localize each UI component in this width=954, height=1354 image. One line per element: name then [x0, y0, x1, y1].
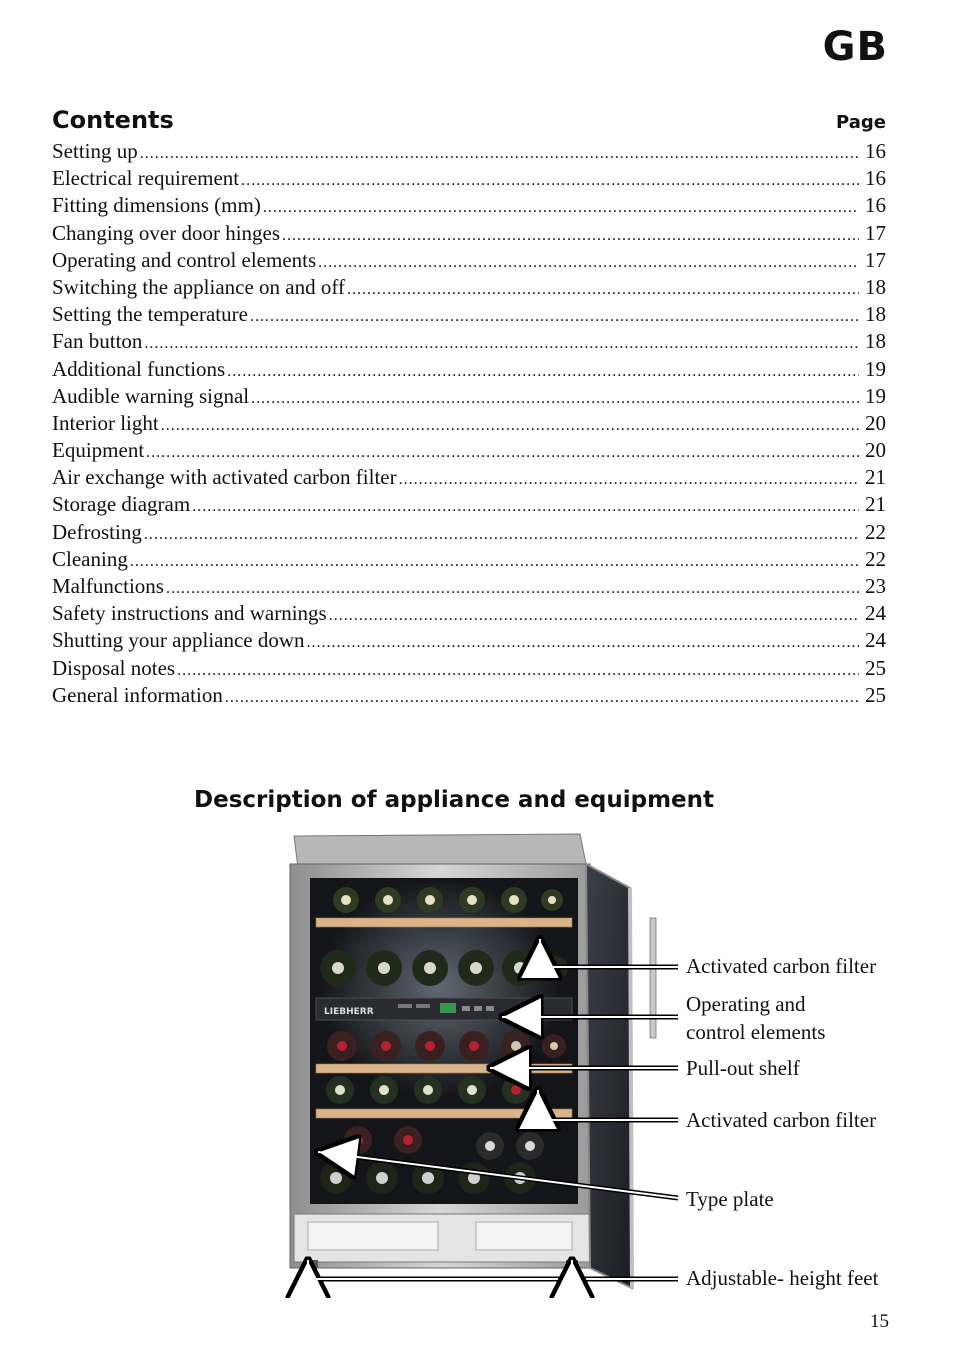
toc-leader-dots [130, 548, 859, 575]
toc-entry [52, 655, 886, 682]
toc-page-number: 24 [865, 601, 886, 626]
toc-entry [52, 437, 886, 464]
toc-entry-title: Additional functions [52, 356, 226, 381]
table-of-contents [52, 138, 886, 709]
toc-page-number: 22 [865, 546, 886, 571]
toc-entry [52, 491, 886, 518]
callout-adjustable-feet: Adjustable- height feet [686, 1266, 879, 1290]
toc-page-number: 16 [865, 166, 886, 191]
toc-page-number: 24 [865, 628, 886, 653]
toc-leader-dots [263, 194, 859, 221]
toc-entry-title: Fitting dimensions (mm) [52, 193, 261, 218]
callout-pull-out-shelf: Pull-out shelf [686, 1056, 800, 1080]
toc-entry-title: Safety instructions and warnings [52, 601, 327, 626]
toc-entry [52, 301, 886, 328]
toc-entry-title: Operating and control elements [52, 247, 317, 272]
brand-logo: LIEBHERR [324, 1007, 374, 1017]
callout-carbon-filter-bottom: Activated carbon filter [686, 1108, 877, 1132]
wooden-shelf [316, 1109, 572, 1118]
toc-entry [52, 220, 886, 247]
toc-entry-title: Electrical requirement [52, 166, 240, 191]
toc-leader-dots [144, 521, 859, 548]
contents-header [52, 106, 886, 134]
toc-entry [52, 247, 886, 274]
toc-leader-dots [225, 684, 859, 711]
toc-page-number: 19 [865, 356, 886, 381]
toc-entry-title: Setting up [52, 139, 138, 163]
toc-leader-dots [347, 276, 859, 303]
toc-leader-dots [192, 493, 859, 520]
toc-leader-dots [241, 167, 859, 194]
toc-entry-title: Audible warning signal [52, 383, 250, 408]
toc-entry-title: Storage diagram [52, 492, 191, 517]
toc-leader-dots [166, 575, 859, 602]
toc-entry-title: Setting the temperature [52, 302, 248, 327]
toc-entry [52, 410, 886, 437]
toc-entry [52, 519, 886, 546]
toc-page-number: 17 [865, 247, 886, 272]
toc-entry [52, 274, 886, 301]
toc-page-number: 23 [865, 574, 886, 598]
toc-entry-title: Switching the appliance on and off [52, 274, 345, 299]
toc-page-number: 16 [865, 139, 886, 163]
callout-operating-elements-line1: Operating and [686, 992, 806, 1016]
toc-entry-title: Equipment [52, 438, 145, 463]
page-column-label: Page [836, 112, 886, 133]
language-code: GB [822, 24, 888, 70]
contents-title: Contents [52, 106, 174, 134]
toc-entry [52, 192, 886, 219]
toc-entry-title: Shutting your appliance down [52, 628, 305, 653]
toc-page-number: 18 [865, 302, 886, 327]
door-handle [650, 918, 656, 1038]
toc-leader-dots [227, 358, 859, 385]
toc-entry [52, 682, 886, 709]
toc-entry-title: Cleaning [52, 546, 128, 571]
toc-entry [52, 165, 886, 192]
toc-entry-title: Malfunctions [52, 574, 164, 598]
toc-leader-dots [329, 602, 859, 629]
toc-leader-dots [177, 657, 859, 684]
toc-page-number: 25 [865, 682, 886, 707]
toc-page-number: 21 [865, 492, 886, 517]
toc-leader-dots [307, 629, 859, 656]
toc-entry-title: Defrosting [52, 519, 142, 544]
toc-entry [52, 573, 886, 600]
toc-entry-title: Disposal notes [52, 655, 176, 680]
wooden-shelf [316, 918, 572, 927]
toc-entry [52, 138, 886, 165]
toc-entry-title: Changing over door hinges [52, 220, 281, 245]
toc-entry-title: General information [52, 682, 223, 707]
toc-entry-title: Fan button [52, 329, 143, 354]
callout-carbon-filter-top: Activated carbon filter [686, 954, 877, 978]
callout-type-plate: Type plate [686, 1187, 774, 1211]
toc-page-number: 20 [865, 410, 886, 435]
toc-leader-dots [140, 140, 859, 167]
toc-leader-dots [161, 412, 859, 439]
toc-page-number: 17 [865, 220, 886, 245]
appliance-figure [280, 828, 954, 1298]
toc-leader-dots [282, 222, 859, 249]
toc-entry [52, 383, 886, 410]
toc-leader-dots [399, 466, 859, 493]
toc-leader-dots [251, 385, 859, 412]
wine-cabinet-illustration [280, 828, 954, 1298]
toc-entry [52, 464, 886, 491]
toc-page-number: 16 [865, 193, 886, 218]
toc-entry [52, 328, 886, 355]
callout-operating-elements-line2: control elements [686, 1020, 826, 1044]
page-number: 15 [870, 1311, 889, 1332]
glass-door [586, 864, 632, 1288]
toc-page-number: 25 [865, 655, 886, 680]
toc-leader-dots [144, 330, 859, 357]
toc-leader-dots [318, 249, 859, 276]
toc-entry [52, 600, 886, 627]
toc-entry [52, 627, 886, 654]
section-title: Description of appliance and equipment [194, 787, 715, 813]
toc-page-number: 20 [865, 438, 886, 463]
toc-entry-title: Interior light [52, 410, 159, 435]
toc-leader-dots [146, 439, 859, 466]
toc-entry [52, 356, 886, 383]
cabinet-top [294, 834, 586, 868]
toc-leader-dots [250, 303, 859, 330]
toc-page-number: 18 [865, 274, 886, 299]
toc-page-number: 19 [865, 383, 886, 408]
toc-page-number: 22 [865, 519, 886, 544]
toc-entry-title: Air exchange with activated carbon filter [52, 465, 397, 490]
toc-page-number: 18 [865, 329, 886, 354]
toc-entry [52, 546, 886, 573]
toc-page-number: 21 [865, 465, 886, 490]
